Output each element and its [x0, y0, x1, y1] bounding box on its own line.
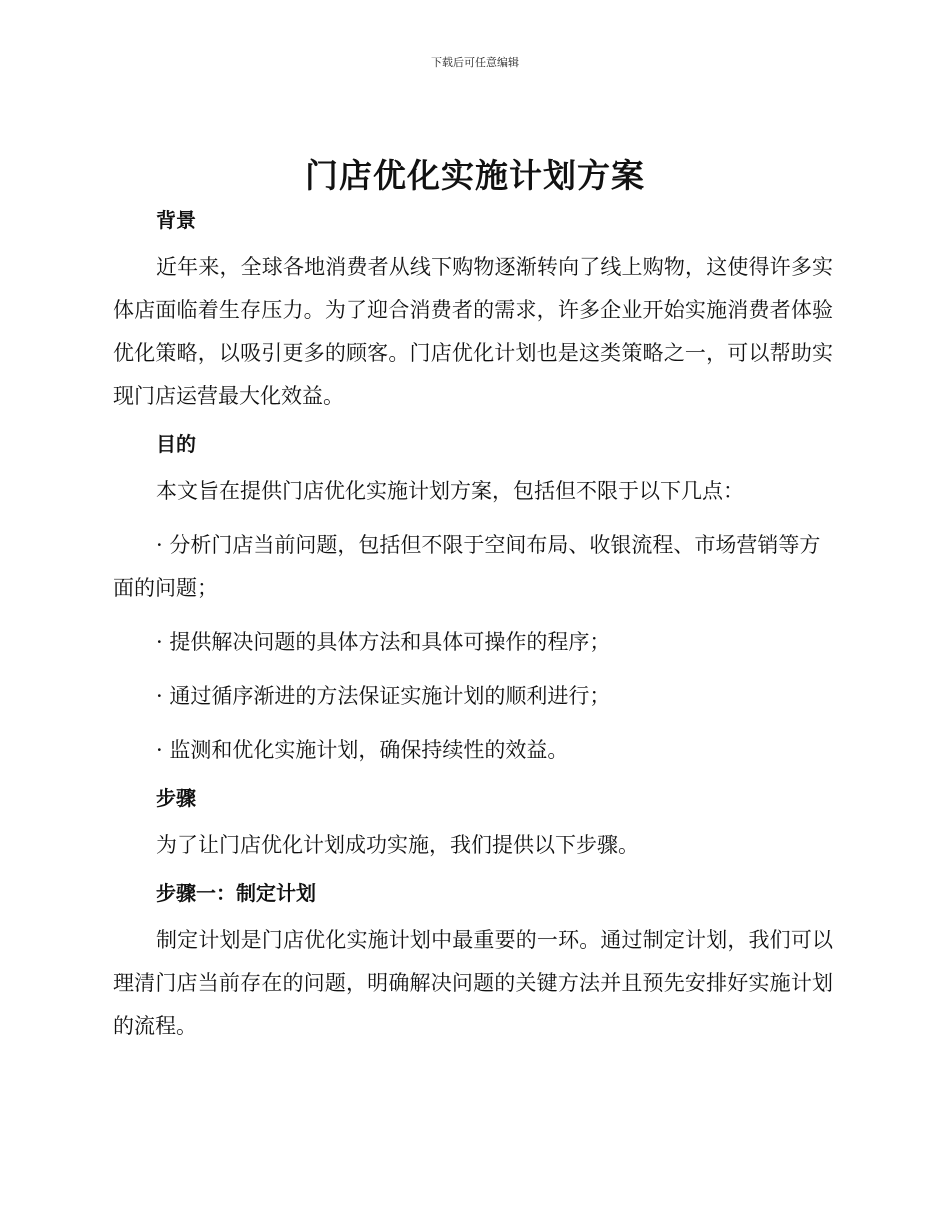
- steps-intro: 为了让门店优化计划成功实施，我们提供以下步骤。: [156, 833, 639, 857]
- list-item: · 分析门店当前问题，包括但不限于空间布局、收银流程、市场营销等方面的问题；: [113, 533, 821, 600]
- background-paragraph: 近年来，全球各地消费者从线下购物逐渐转向了线上购物，这使得许多实体店面临着生存压力。为了迎合消费者的需求，许多企业开始实施消费者体验优化策略，以吸引更多的顾客。门店优化计划也是这类策略之一，可以帮助实现门店运营最大化效益。: [113, 255, 833, 408]
- list-item: · 通过循序渐进的方法保证实施计划的顺利进行；: [156, 684, 611, 708]
- header-note: 下载后可任意编辑: [431, 56, 519, 69]
- purpose-heading: 目的: [156, 432, 196, 456]
- list-item: · 监测和优化实施计划，确保持续性的效益。: [156, 738, 569, 762]
- background-heading: 背景: [156, 208, 196, 232]
- list-item: · 提供解决问题的具体方法和具体可操作的程序；: [156, 630, 611, 654]
- document-title: 门店优化实施计划方案: [305, 156, 645, 195]
- steps-heading: 步骤: [156, 786, 196, 810]
- step1-heading: 步骤一：制定计划: [156, 881, 316, 905]
- step1-paragraph: 制定计划是门店优化实施计划中最重要的一环。通过制定计划，我们可以理清门店当前存在的问题，明确解决问题的关键方法并且预先安排好实施计划的流程。: [113, 928, 833, 1038]
- purpose-intro: 本文旨在提供门店优化实施计划方案，包括但不限于以下几点：: [156, 479, 744, 503]
- document-body: [113, 205, 833, 1059]
